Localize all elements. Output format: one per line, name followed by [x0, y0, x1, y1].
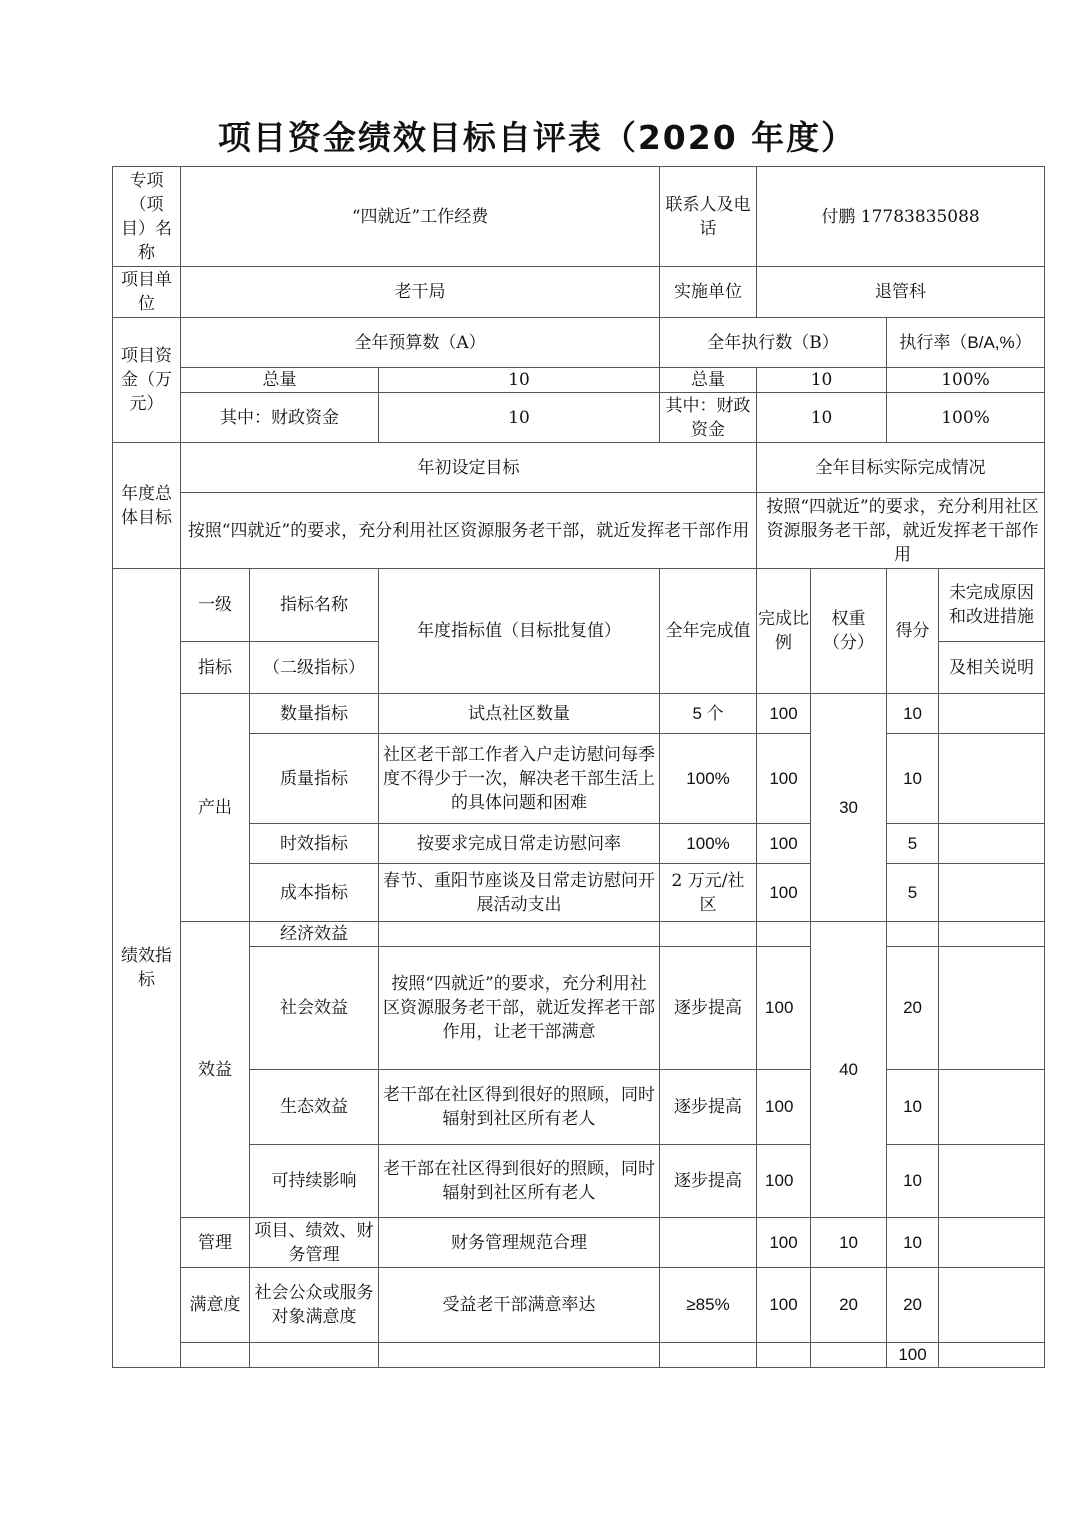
mgmt-reason	[939, 1218, 1045, 1268]
indicator-score: 5	[887, 824, 939, 864]
table-row	[113, 1218, 1045, 1268]
header-level1: 一级	[181, 569, 250, 642]
empty-cell	[660, 1343, 757, 1368]
indicator-ratio	[757, 922, 811, 947]
header-completion-ratio: 完成比例	[757, 569, 811, 694]
indicator-complete: 100%	[660, 734, 757, 824]
indicator-complete: 5 个	[660, 694, 757, 734]
rate-label: 执行率（B/A,%）	[887, 318, 1045, 368]
indicator-ratio: 100	[757, 734, 811, 824]
header-indicator: 指标	[181, 642, 250, 694]
indicator-complete: 100%	[660, 824, 757, 864]
initial-target-label: 年初设定目标	[181, 443, 757, 493]
empty-cell	[811, 1343, 887, 1368]
indicator-complete: 逐步提高	[660, 1070, 757, 1145]
indicator-target	[379, 922, 660, 947]
exec-label: 全年执行数（B）	[660, 318, 887, 368]
table-row	[113, 694, 1045, 734]
indicator-ratio: 100	[757, 864, 811, 922]
indicator-score	[887, 922, 939, 947]
fiscal-label: 其中：财政资金	[181, 393, 379, 443]
satisfaction-score: 20	[887, 1268, 939, 1343]
indicator-name: 质量指标	[250, 734, 379, 824]
header-target-value: 年度指标值（目标批复值）	[379, 569, 660, 694]
total-rate: 100%	[887, 368, 1045, 393]
perf-label: 绩效指标	[113, 569, 181, 1368]
benefit-label: 效益	[181, 922, 250, 1218]
indicator-target: 按照“四就近”的要求，充分利用社区资源服务老干部，就近发挥老干部作用，让老干部满意	[379, 947, 660, 1070]
total-label: 总量	[181, 368, 379, 393]
indicator-ratio: 100	[757, 1145, 811, 1218]
satisfaction-complete: ≥85%	[660, 1268, 757, 1343]
indicator-reason	[939, 922, 1045, 947]
contact-label: 联系人及电话	[660, 167, 757, 267]
indicator-target: 社区老干部工作者入户走访慰问每季度不得少于一次，解决老干部生活上的具体问题和困难	[379, 734, 660, 824]
indicator-name: 社会效益	[250, 947, 379, 1070]
project-name-value: “四就近”工作经费	[181, 167, 660, 267]
indicator-score: 10	[887, 694, 939, 734]
evaluation-table	[112, 166, 1045, 1368]
indicator-target: 老干部在社区得到很好的照顾，同时辐射到社区所有老人	[379, 1070, 660, 1145]
unit-value: 老干局	[181, 267, 660, 318]
indicator-reason	[939, 694, 1045, 734]
output-label: 产出	[181, 694, 250, 922]
mgmt-level1: 管理	[181, 1218, 250, 1268]
header-reason: 未完成原因和改进措施	[939, 569, 1045, 642]
indicator-reason	[939, 1070, 1045, 1145]
project-name-label: 专项（项目）名称	[113, 167, 181, 267]
indicator-ratio: 100	[757, 1070, 811, 1145]
indicator-target: 老干部在社区得到很好的照顾，同时辐射到社区所有老人	[379, 1145, 660, 1218]
indicator-target: 试点社区数量	[379, 694, 660, 734]
empty-cell	[757, 1343, 811, 1368]
indicator-reason	[939, 824, 1045, 864]
overall-label: 年度总体目标	[113, 443, 181, 569]
fiscal-rate: 100%	[887, 393, 1045, 443]
indicator-score: 20	[887, 947, 939, 1070]
mgmt-ratio: 100	[757, 1218, 811, 1268]
contact-value: 付鹏 17783835088	[757, 167, 1045, 267]
table-row	[113, 1145, 1045, 1218]
indicator-name: 时效指标	[250, 824, 379, 864]
indicator-name: 数量指标	[250, 694, 379, 734]
indicator-ratio: 100	[757, 824, 811, 864]
total-budget: 10	[379, 368, 660, 393]
indicator-score: 5	[887, 864, 939, 922]
table-row	[113, 1268, 1045, 1343]
indicator-name: 可持续影响	[250, 1145, 379, 1218]
benefit-weight: 40	[811, 922, 887, 1218]
indicator-score: 10	[887, 734, 939, 824]
actual-label: 全年目标实际完成情况	[757, 443, 1045, 493]
page-title: 项目资金绩效目标自评表（2020 年度）	[217, 118, 857, 157]
mgmt-score: 10	[887, 1218, 939, 1268]
header-reason-2: 及相关说明	[939, 642, 1045, 694]
indicator-score: 10	[887, 1145, 939, 1218]
total-exec: 10	[757, 368, 887, 393]
header-score: 得分	[887, 569, 939, 694]
table-row	[113, 1070, 1045, 1145]
mgmt-complete	[660, 1218, 757, 1268]
satisfaction-reason	[939, 1268, 1045, 1343]
budget-label: 全年预算数（A）	[181, 318, 660, 368]
impl-unit-label: 实施单位	[660, 267, 757, 318]
output-weight: 30	[811, 694, 887, 922]
indicator-reason	[939, 734, 1045, 824]
fiscal-budget: 10	[379, 393, 660, 443]
satisfaction-level1: 满意度	[181, 1268, 250, 1343]
header-completion-value: 全年完成值	[660, 569, 757, 694]
indicator-complete	[660, 922, 757, 947]
mgmt-target: 财务管理规范合理	[379, 1218, 660, 1268]
mgmt-weight: 10	[811, 1218, 887, 1268]
satisfaction-ratio: 100	[757, 1268, 811, 1343]
indicator-complete: 逐步提高	[660, 947, 757, 1070]
indicator-name: 成本指标	[250, 864, 379, 922]
empty-cell	[379, 1343, 660, 1368]
satisfaction-name: 社会公众或服务对象满意度	[250, 1268, 379, 1343]
mgmt-name: 项目、绩效、财务管理	[250, 1218, 379, 1268]
header-level2: （二级指标）	[250, 642, 379, 694]
empty-cell	[181, 1343, 250, 1368]
indicator-score: 10	[887, 1070, 939, 1145]
total-row	[113, 1343, 1045, 1368]
total-weight: 100	[887, 1343, 939, 1368]
fiscal-exec: 10	[757, 393, 887, 443]
indicator-target: 春节、重阳节座谈及日常走访慰问开展活动支出	[379, 864, 660, 922]
header-weight: 权重（分）	[811, 569, 887, 694]
indicator-ratio: 100	[757, 947, 811, 1070]
table-row	[113, 922, 1045, 947]
impl-unit-value: 退管科	[757, 267, 1045, 318]
satisfaction-weight: 20	[811, 1268, 887, 1343]
actual-result: 按照“四就近”的要求，充分利用社区资源服务老干部，就近发挥老干部作用	[757, 493, 1045, 569]
indicator-reason	[939, 947, 1045, 1070]
unit-label: 项目单位	[113, 267, 181, 318]
header-indicator-name: 指标名称	[250, 569, 379, 642]
indicator-complete: 逐步提高	[660, 1145, 757, 1218]
indicator-name: 生态效益	[250, 1070, 379, 1145]
empty-cell	[250, 1343, 379, 1368]
table-row	[113, 734, 1045, 824]
satisfaction-target: 受益老干部满意率达	[379, 1268, 660, 1343]
indicator-reason	[939, 1145, 1045, 1218]
fiscal-label-2: 其中：财政资金	[660, 393, 757, 443]
funds-label: 项目资金（万元）	[113, 318, 181, 443]
indicator-complete: 2 万元/社区	[660, 864, 757, 922]
indicator-target: 按要求完成日常走访慰问率	[379, 824, 660, 864]
indicator-ratio: 100	[757, 694, 811, 734]
indicator-reason	[939, 864, 1045, 922]
table-row	[113, 864, 1045, 922]
empty-cell	[939, 1343, 1045, 1368]
table-row	[113, 947, 1045, 1070]
indicator-name: 经济效益	[250, 922, 379, 947]
initial-target: 按照“四就近”的要求，充分利用社区资源服务老干部，就近发挥老干部作用	[181, 493, 757, 569]
total-label-2: 总量	[660, 368, 757, 393]
table-row	[113, 824, 1045, 864]
